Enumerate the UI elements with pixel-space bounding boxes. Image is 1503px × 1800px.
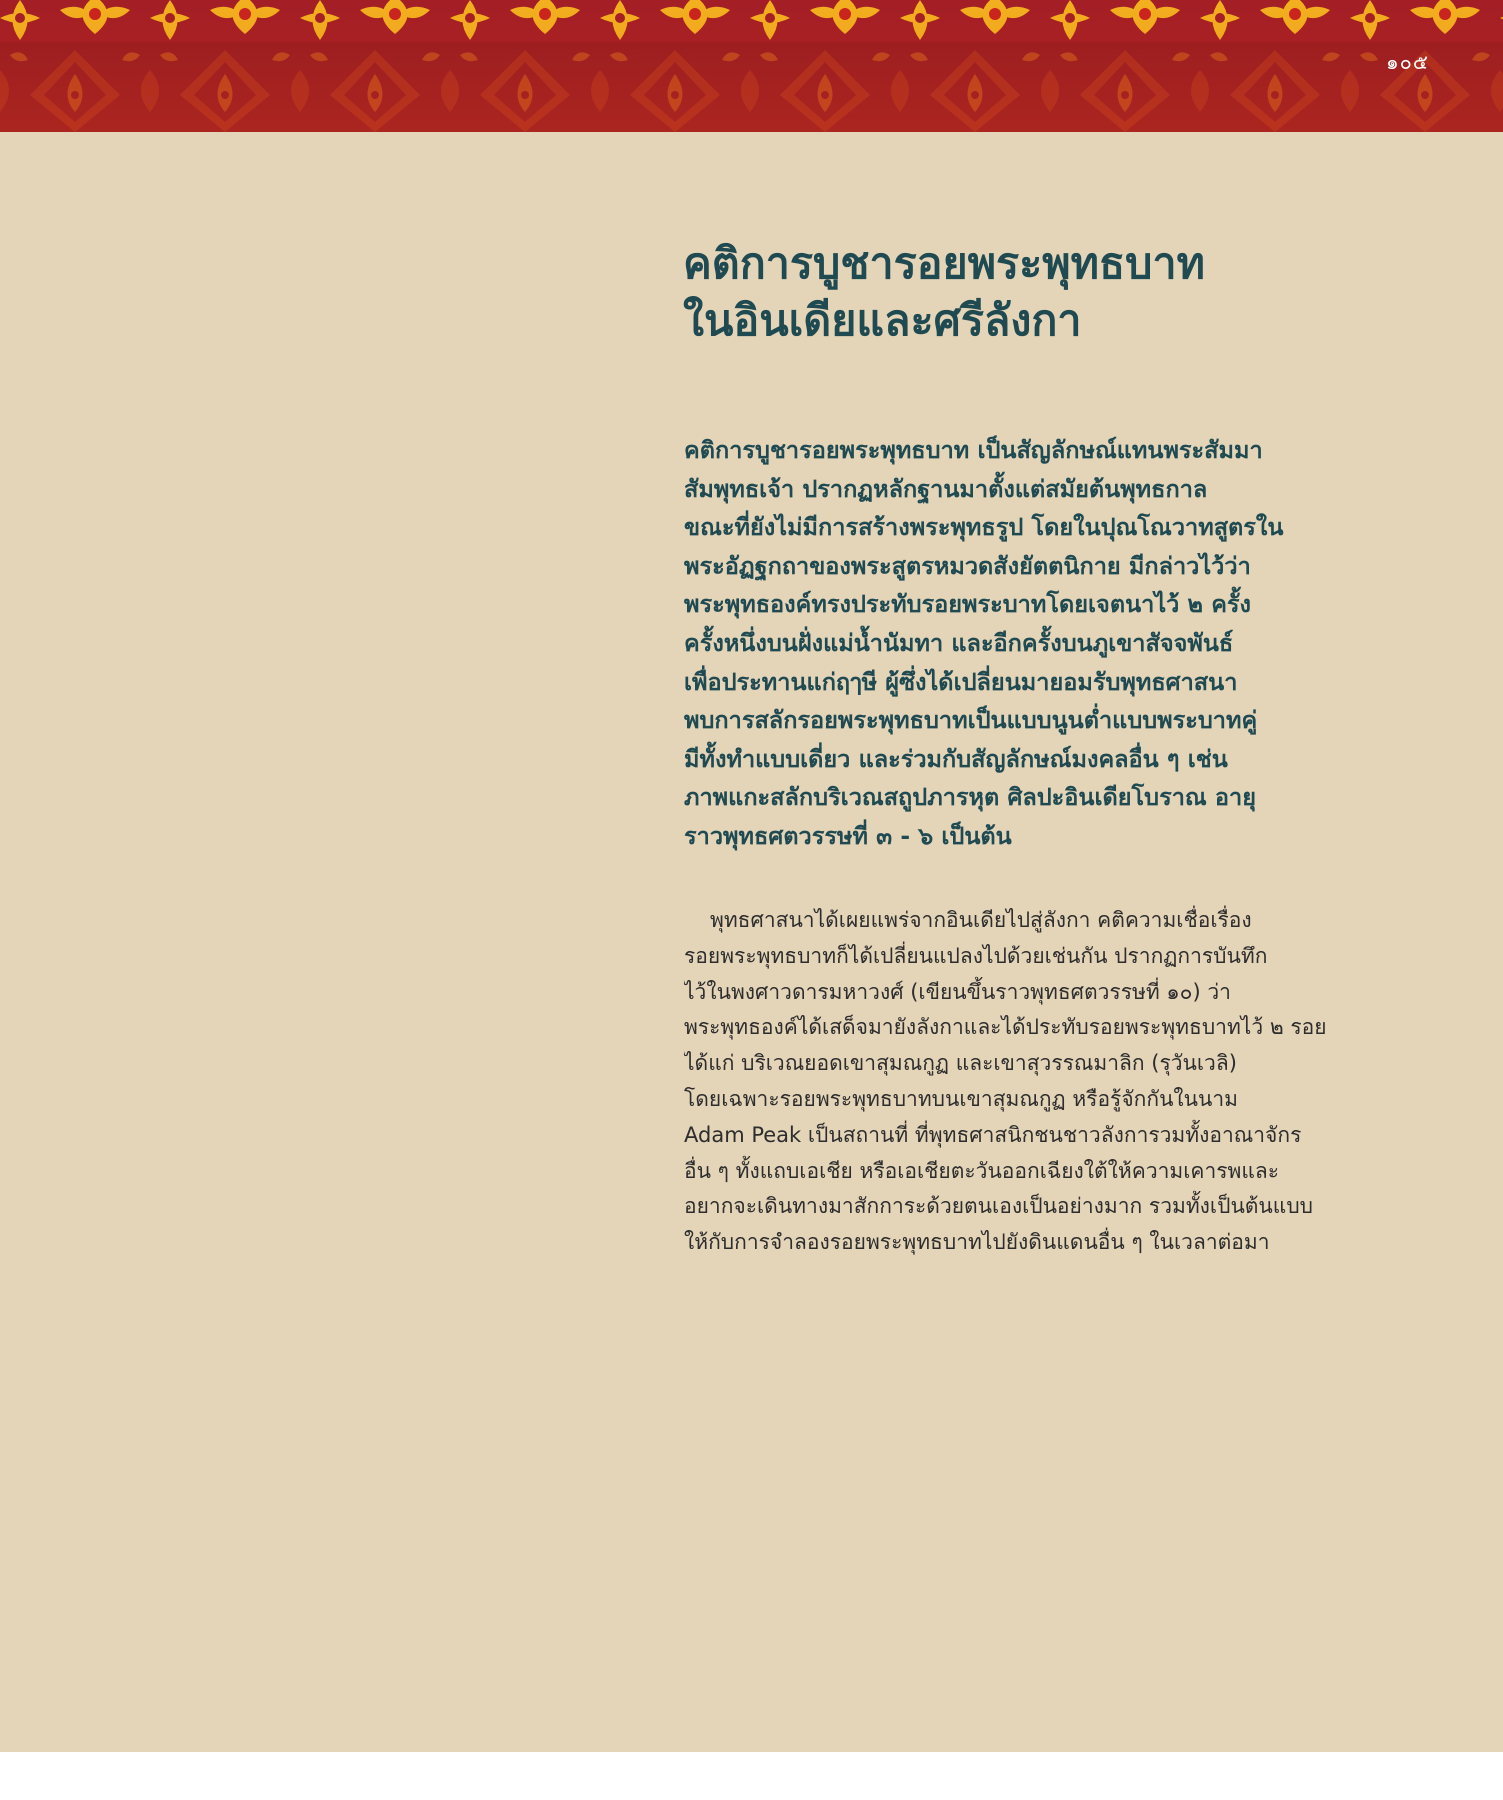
lead-line: พบการสลักรอยพระพุทธบาทเป็นแบบนูนต่ำแบบพระบาทคู่ [684,706,1258,735]
body-line: ไว้ในพงศาวดารมหาวงศ์ (เขียนขึ้นราวพุทธศตวรรษที่ ๑๐) ว่า [684,979,1231,1004]
body-line: รอยพระพุทธบาทก็ได้เปลี่ยนแปลงไปด้วยเช่นกัน ปรากฏการบันทึก [684,943,1268,968]
body-line: ให้กับการจำลองรอยพระพุทธบาทไปยังดินแดนอื่น ๆ ในเวลาต่อมา [684,1230,1270,1255]
body-line: โดยเฉพาะรอยพระพุทธบาทบนเขาสุมณกูฏ หรือรู้จักกันในนาม [684,1086,1239,1111]
lead-line: สัมพุทธเจ้า ปรากฏหลักฐานมาตั้งแต่สมัยต้นพุทธกาล [684,474,1208,503]
body-line: ได้แก่ บริเวณยอดเขาสุมณกูฏ และเขาสุวรรณมาลิก (รุวันเวลิ) [684,1051,1237,1076]
lead-line: พระพุทธองค์ทรงประทับรอยพระบาทโดยเจตนาไว้ ๒ ครั้ง [684,590,1252,619]
article-title-line: ในอินเดียและศรีลังกา [683,296,1082,346]
lead-line: ภาพแกะสลักบริเวณสถูปภารหุต ศิลปะอินเดียโบราณ อายุ [684,783,1256,812]
thai-ornament-pattern [0,0,1503,132]
lead-paragraph [684,431,1404,856]
lead-line: มีทั้งทำแบบเดี่ยว และร่วมกับสัญลักษณ์มงคลอื่น ๆ เช่น [684,744,1228,773]
lead-line: ขณะที่ยังไม่มีการสร้างพระพุทธรูป โดยในปุณโณวาทสูตรใน [684,513,1284,542]
body-line: Adam Peak เป็นสถานที่ ที่พุทธศาสนิกชนชาวลังการวมทั้งอาณาจักร [684,1122,1302,1147]
body-line: พระพุทธองค์ได้เสด็จมายังลังกาและได้ประทับรอยพระพุทธบาทไว้ ๒ รอย [684,1015,1327,1040]
decorative-header-banner [0,0,1503,132]
body-paragraph [684,903,1404,1261]
lead-line: คติการบูชารอยพระพุทธบาท เป็นสัญลักษณ์แทนพระสัมมา [684,436,1263,464]
lead-line: เพื่อประทานแก่ฤๅษี ผู้ซึ่งได้เปลี่ยนมายอมรับพุทธศาสนา [684,667,1238,696]
lead-line: ครั้งหนึ่งบนฝั่งแม่น้ำนัมทา และอีกครั้งบนภูเขาสัจจพันธ์ [684,628,1234,657]
body-line: อยากจะเดินทางมาสักการะด้วยตนเองเป็นอย่างมาก รวมทั้งเป็นต้นแบบ [684,1194,1313,1219]
article-title-line: คติการบูชารอยพระพุทธบาท [683,239,1205,289]
body-line: อื่น ๆ ทั้งแถบเอเชีย หรือเอเชียตะวันออกเฉียงใต้ให้ความเคารพและ [684,1158,1280,1183]
article-title [683,236,1423,350]
page-number: ๑๐๕ [1385,50,1429,74]
lead-line: ราวพุทธศตวรรษที่ ๓ - ๖ เป็นต้น [684,821,1012,850]
lead-line: พระอัฏฐกถาของพระสูตรหมวดสังยัตตนิกาย มีกล่าวไว้ว่า [684,551,1251,580]
body-line: พุทธศาสนาได้เผยแพร่จากอินเดียไปสู่ลังกา คติความเชื่อเรื่อง [710,908,1252,932]
